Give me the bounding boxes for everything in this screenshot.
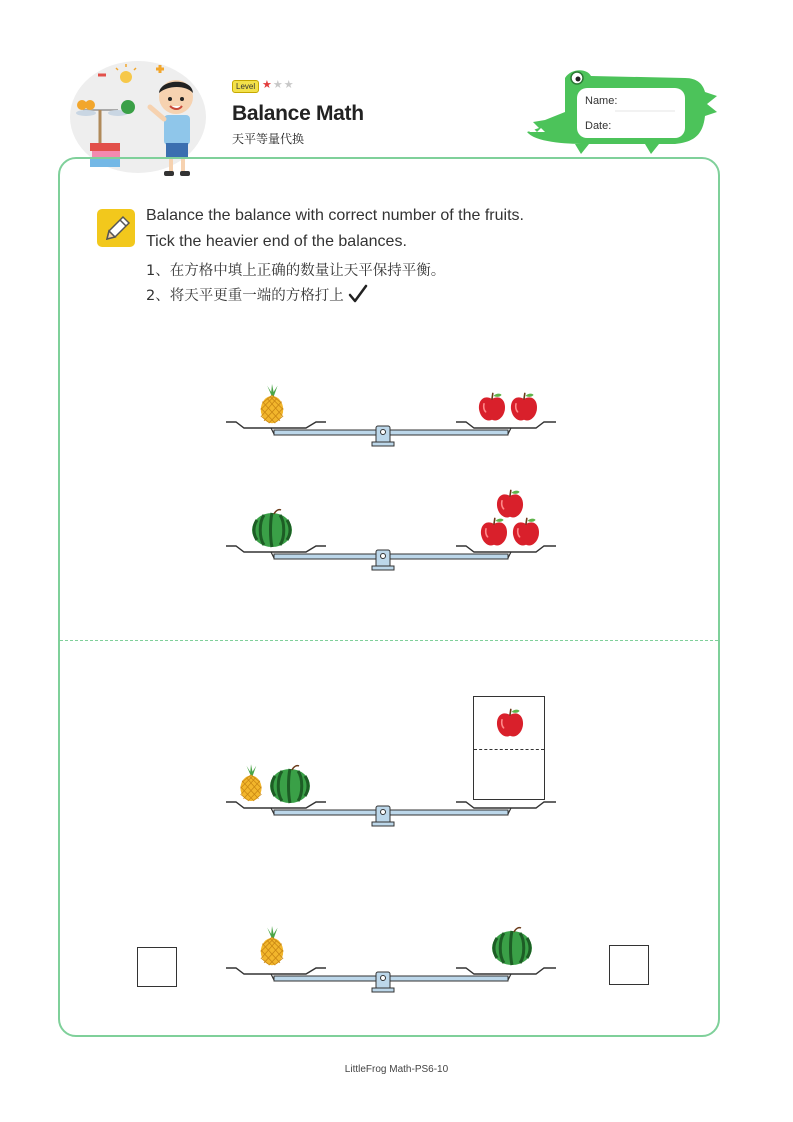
tick-box-left[interactable] (137, 947, 177, 987)
page-title: Balance Math (232, 102, 364, 125)
section-divider (60, 640, 718, 641)
instruction-cn-2-text: 2、将天平更重一端的方格打上 (146, 288, 344, 304)
difficulty-stars (262, 78, 295, 91)
star-empty-icon: ★ (283, 79, 295, 91)
instruction-en-2: Tick the heavier end of the balances. (146, 233, 407, 250)
instruction-cn-2 (146, 284, 368, 305)
answer-divider (474, 749, 544, 750)
instruction-en-1: Balance the balance with correct number of the fruits. (146, 207, 524, 224)
star-filled-icon: ★ (262, 79, 273, 91)
tick-box-right[interactable] (609, 945, 649, 985)
pencil-icon (97, 209, 135, 247)
balance-1 (226, 380, 556, 450)
page-subtitle: 天平等量代换 (232, 132, 305, 146)
date-field[interactable] (620, 116, 682, 136)
balance-scale (226, 790, 556, 830)
name-field[interactable] (620, 92, 682, 112)
balance-2 (226, 488, 556, 574)
balance-3 (226, 696, 556, 830)
answer-box (473, 696, 545, 800)
checkmark-icon (348, 285, 368, 303)
balance-scale (226, 534, 556, 574)
level-badge: Level (232, 80, 259, 93)
balance-4 (226, 926, 556, 996)
date-label: Date: (585, 120, 612, 132)
instruction-cn-1: 1、在方格中填上正确的数量让天平保持平衡。 (146, 263, 446, 279)
balance-scale (226, 410, 556, 450)
name-label: Name: (585, 95, 618, 107)
apple-icon (494, 707, 526, 739)
page-footer: LittleFrog Math-PS6-10 (344, 1064, 449, 1075)
star-empty-icon: ★ (272, 79, 284, 91)
balance-scale (226, 956, 556, 996)
